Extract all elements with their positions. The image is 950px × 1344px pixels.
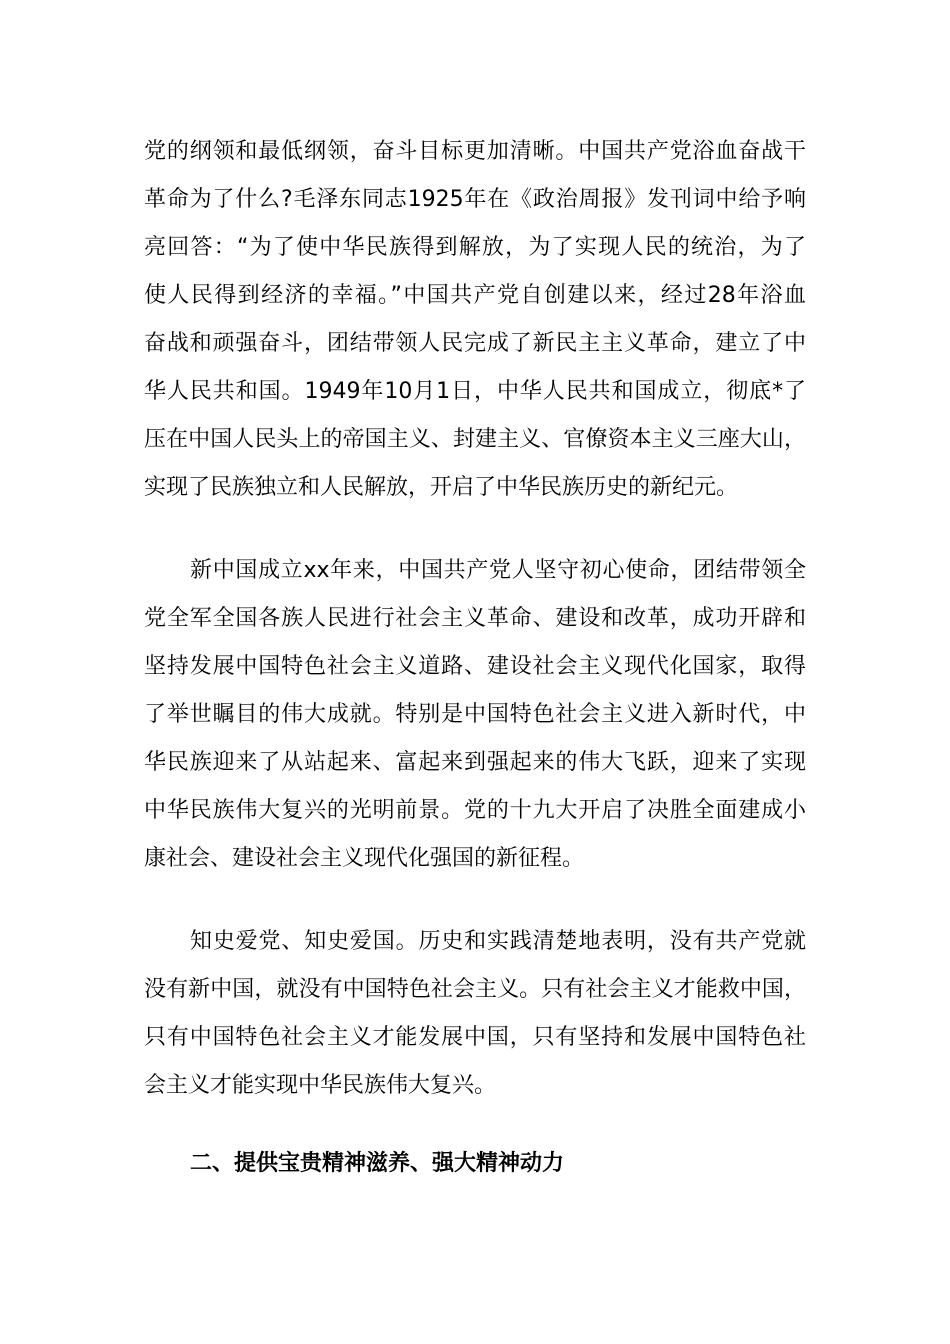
text-line: 坚持发展中国特色社会主义道路、建设社会主义现代化国家，取得 xyxy=(144,654,806,679)
text-line: 知史爱党、知史爱国。历史和实践清楚地表明，没有共产党就 xyxy=(190,929,806,954)
text-line: 奋战和顽强奋斗，团结带领人民完成了新民主主义革命，建立了中 xyxy=(144,331,806,356)
text-line: 党全军全国各族人民进行社会主义革命、建设和改革，成功开辟和 xyxy=(144,606,806,631)
text-line: 革命为了什么?毛泽东同志1925年在《政治周报》发刊词中给予响 xyxy=(144,187,806,212)
text-line: 会主义才能实现中华民族伟大复兴。 xyxy=(144,1073,497,1098)
text-line: 没有新中国，就没有中国特色社会主义。只有社会主义才能救中国， xyxy=(144,977,806,1002)
text-line: 只有中国特色社会主义才能发展中国，只有坚持和发展中国特色社 xyxy=(144,1025,806,1050)
section-heading: 二、提供宝贵精神滋养、强大精神动力 xyxy=(190,1151,565,1176)
text-line: 新中国成立xx年来，中国共产党人坚守初心使命，团结带领全 xyxy=(190,558,806,583)
text-line: 华民族迎来了从站起来、富起来到强起来的伟大飞跃，迎来了实现 xyxy=(144,750,806,775)
text-line: 了举世瞩目的伟大成就。特别是中国特色社会主义进入新时代，中 xyxy=(144,702,806,727)
text-line: 亮回答：“为了使中华民族得到解放，为了实现人民的统治，为了 xyxy=(144,235,806,260)
text-line: 使人民得到经济的幸福。”中国共产党自创建以来，经过28年浴血 xyxy=(144,283,806,308)
text-line: 党的纲领和最低纲领，奋斗目标更加清晰。中国共产党浴血奋战干 xyxy=(144,139,806,164)
text-line: 华人民共和国。1949年10月1日，中华人民共和国成立，彻底*了 xyxy=(144,379,806,404)
text-line: 康社会、建设社会主义现代化强国的新征程。 xyxy=(144,846,585,871)
text-line: 中华民族伟大复兴的光明前景。党的十九大开启了决胜全面建成小 xyxy=(144,798,806,823)
text-line: 实现了民族独立和人民解放，开启了中华民族历史的新纪元。 xyxy=(144,475,739,500)
text-line: 压在中国人民头上的帝国主义、封建主义、官僚资本主义三座大山， xyxy=(144,427,806,452)
